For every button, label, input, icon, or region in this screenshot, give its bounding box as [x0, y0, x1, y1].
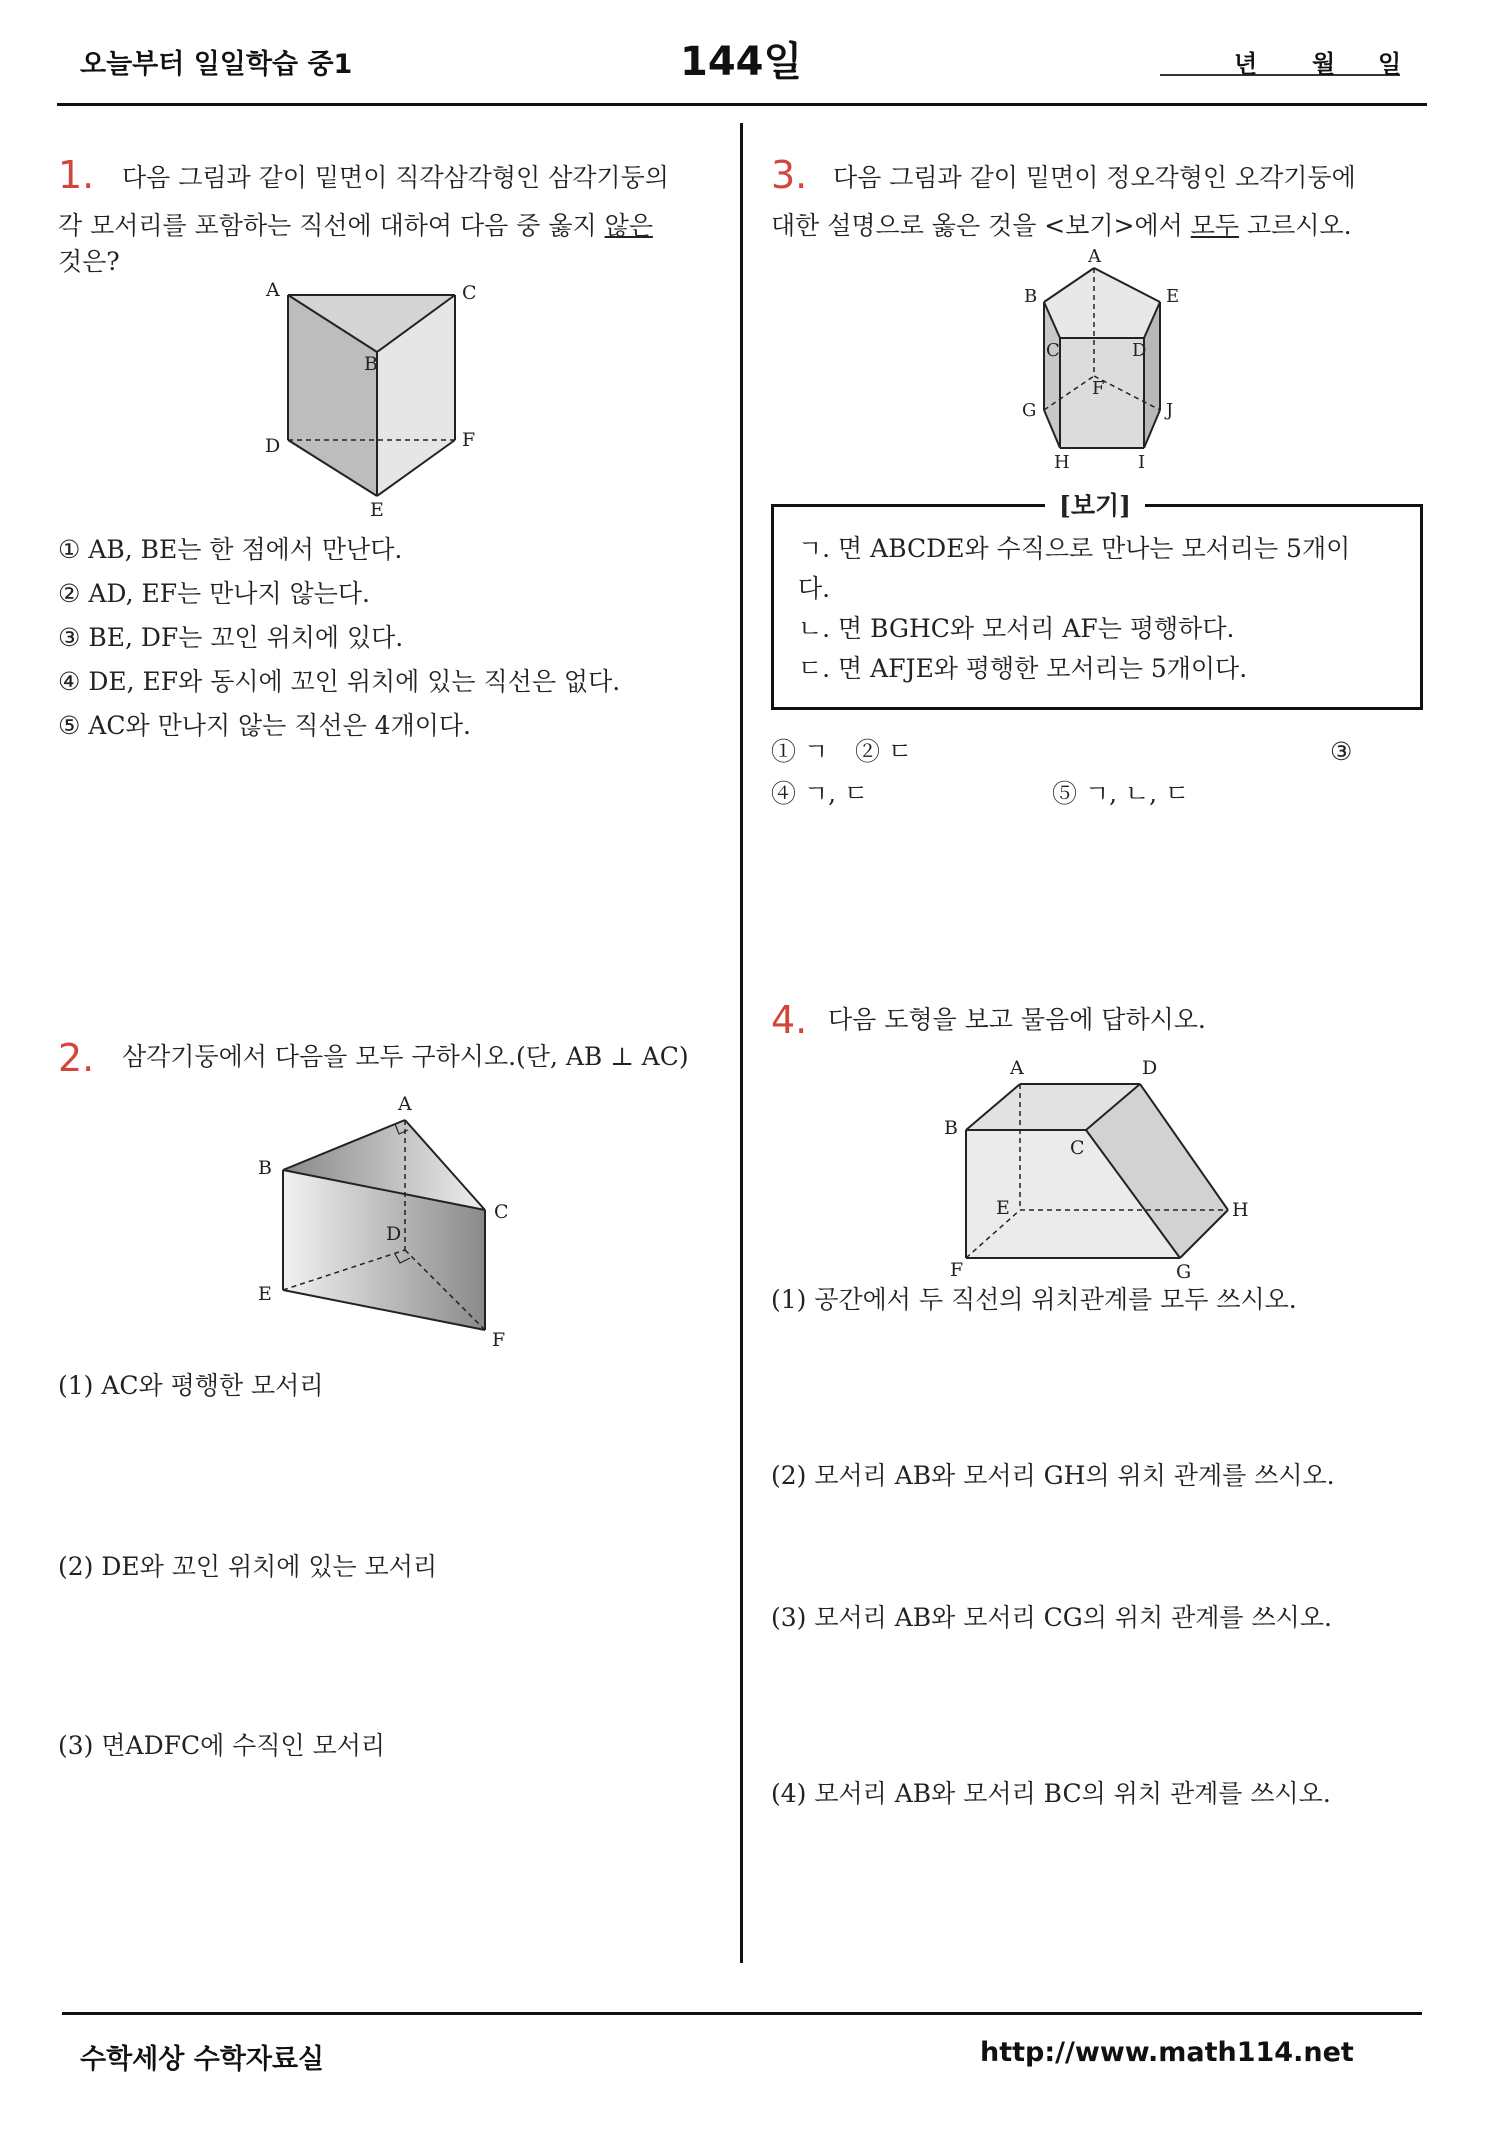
day-label: 일 — [1378, 50, 1402, 78]
q4-sub-3: (3) 모서리 AB와 모서리 CG의 위치 관계를 쓰시오. — [771, 1603, 1332, 1632]
q3-pentagonal-prism-figure — [1010, 246, 1190, 476]
label-A: A — [1010, 1057, 1024, 1079]
label-D: D — [1142, 1057, 1158, 1079]
example-item-1-cont: 다. — [798, 574, 831, 603]
q2-number: 2. — [58, 1036, 95, 1080]
q1-option-4: ④ DE, EF와 동시에 꼬인 위치에 있는 직선은 없다. — [58, 667, 621, 696]
worksheet-series: 오늘부터 일일학습 중1 — [80, 49, 353, 80]
label-F: F — [492, 1329, 506, 1350]
q2-text: 삼각기둥에서 다음을 모두 구하시오.(단, AB ⊥ AC) — [122, 1042, 689, 1071]
label-A: A — [398, 1093, 412, 1115]
example-box — [771, 504, 1423, 710]
q2-triangular-prism-figure — [250, 1090, 530, 1350]
label-C: C — [494, 1201, 509, 1223]
q1-option-3: ③ BE, DF는 꼬인 위치에 있다. — [58, 623, 404, 652]
label-E: E — [258, 1283, 272, 1305]
label-J: J — [1166, 400, 1174, 421]
label-H: H — [1054, 452, 1070, 473]
label-H: H — [1232, 1199, 1249, 1221]
label-C: C — [1046, 340, 1060, 361]
label-A: A — [1088, 246, 1101, 267]
q2-sub-1: (1) AC와 평행한 모서리 — [58, 1371, 324, 1400]
footer-site-name: 수학세상 수학자료실 — [80, 2044, 325, 2075]
q1-number: 1. — [58, 153, 95, 197]
label-E: E — [370, 499, 384, 520]
q3-answer-3: ③ — [1330, 737, 1353, 766]
label-G: G — [1022, 400, 1037, 421]
year-label: 년 — [1234, 50, 1258, 78]
footer-rule — [62, 2012, 1422, 2015]
q4-number: 4. — [771, 998, 808, 1042]
label-C: C — [1070, 1137, 1085, 1159]
label-B: B — [364, 353, 378, 375]
q4-sub-2: (2) 모서리 AB와 모서리 GH의 위치 관계를 쓰시오. — [771, 1461, 1335, 1490]
footer-url[interactable]: http://www.math114.net — [980, 2037, 1354, 2068]
label-E: E — [1166, 286, 1180, 307]
q4-sub-4: (4) 모서리 AB와 모서리 BC의 위치 관계를 쓰시오. — [771, 1779, 1331, 1808]
label-F: F — [1092, 378, 1105, 399]
date-field — [1160, 44, 1400, 76]
q1-option-1: ① AB, BE는 한 점에서 만난다. — [58, 535, 403, 564]
q4-text: 다음 도형을 보고 물음에 답하시오. — [828, 1005, 1206, 1034]
q3-answer-2: ② ㄷ — [855, 737, 913, 766]
q2-sub-3: (3) 면ADFC에 수직인 모서리 — [58, 1731, 386, 1760]
q1-option-2: ② AD, EF는 만나지 않는다. — [58, 579, 370, 608]
label-A: A — [266, 280, 280, 301]
example-item-2: ㄴ. 면 BGHC와 모서리 AF는 평행하다. — [798, 614, 1235, 643]
label-G: G — [1176, 1261, 1192, 1280]
q1-text-line3: 것은? — [58, 247, 120, 276]
day-title: 144일 — [680, 39, 803, 85]
q1-text-line1: 다음 그림과 같이 밑면이 직각삼각형인 삼각기둥의 — [122, 163, 669, 192]
q3-text-line2: 대한 설명으로 옳은 것을 <보기>에서 모두 고르시오. — [771, 211, 1352, 240]
label-B: B — [944, 1117, 958, 1139]
month-label: 월 — [1312, 50, 1336, 78]
q1-triangular-prism-figure — [260, 280, 490, 520]
label-E: E — [996, 1197, 1010, 1219]
label-C: C — [462, 282, 477, 304]
q4-sub-1: (1) 공간에서 두 직선의 위치관계를 모두 쓰시오. — [771, 1285, 1297, 1314]
label-D: D — [386, 1223, 402, 1245]
q4-solid-figure — [940, 1050, 1270, 1280]
example-item-1: ㄱ. 면 ABCDE와 수직으로 만나는 모서리는 5개이 — [798, 534, 1351, 563]
header-rule — [57, 103, 1427, 106]
label-I: I — [1138, 452, 1146, 473]
example-item-3: ㄷ. 면 AFJE와 평행한 모서리는 5개이다. — [798, 654, 1248, 683]
label-F: F — [950, 1259, 964, 1280]
label-B: B — [1024, 286, 1038, 307]
label-D: D — [1132, 340, 1147, 361]
q1-option-5: ⑤ AC와 만나지 않는 직선은 4개이다. — [58, 711, 471, 740]
q3-answer-5: ⑤ ㄱ, ㄴ, ㄷ — [1052, 779, 1190, 808]
column-divider — [740, 123, 743, 1963]
label-B: B — [258, 1157, 272, 1179]
q3-number: 3. — [771, 153, 808, 197]
label-F: F — [462, 429, 476, 451]
q1-text-line2: 각 모서리를 포함하는 직선에 대하여 다음 중 옳지 않은 — [58, 211, 653, 240]
example-box-title: [보기] — [1045, 486, 1145, 522]
q3-answer-1: ① ㄱ — [771, 737, 829, 766]
q3-text-line1: 다음 그림과 같이 밑면이 정오각형인 오각기둥에 — [833, 163, 1356, 192]
q3-answer-4: ④ ㄱ, ㄷ — [771, 779, 869, 808]
q2-sub-2: (2) DE와 꼬인 위치에 있는 모서리 — [58, 1552, 438, 1581]
label-D: D — [265, 435, 281, 457]
